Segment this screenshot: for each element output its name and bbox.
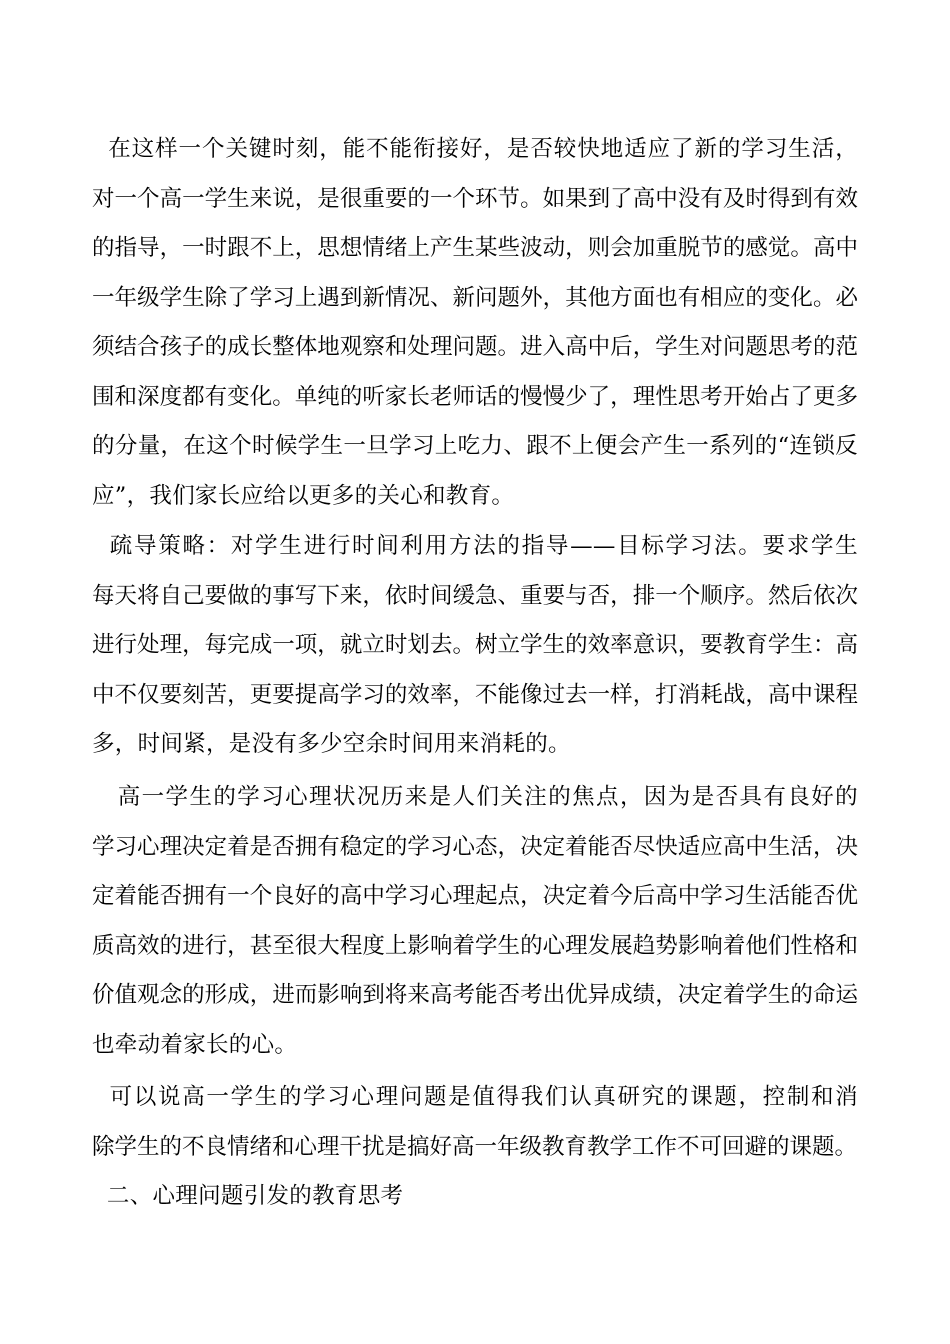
text-line: 除学生的不良情绪和心理干扰是搞好高一年级教育教学工作不可回避的课题。 — [92, 1133, 858, 1160]
text-line: 的指导，一时跟不上，思想情绪上产生某些波动，则会加重脱节的感觉。高中 — [92, 235, 858, 261]
text-line: 在这样一个关键时刻，能不能衔接好，是否较快地适应了新的学习生活， — [92, 136, 858, 162]
text-line: 也牵动着家长的心。 — [92, 1031, 298, 1058]
paragraph-research-topic — [92, 1073, 858, 1172]
text-line: 一年级学生除了学习上遇到新情况、新问题外，其他方面也有相应的变化。必 — [92, 284, 858, 311]
text-line: 二、心理问题引发的教育思考 — [92, 1183, 404, 1209]
text-line: 可以说高一学生的学习心理问题是值得我们认真研究的课题，控制和消 — [92, 1084, 858, 1110]
text-line: 价值观念的形成，进而影响到将来高考能否考出优异成绩，决定着学生的命运 — [92, 982, 858, 1008]
text-line: 围和深度都有变化。单纯的听家长老师话的慢慢少了，理性思考开始占了更多 — [92, 383, 858, 410]
text-line: 应”，我们家长应给以更多的关心和教育。 — [92, 482, 515, 509]
text-line: 的分量，在这个时候学生一旦学习上吃力、跟不上便会产生一系列的“连锁反 — [92, 433, 858, 459]
paragraph-guidance-strategy — [92, 522, 858, 770]
text-line: 学习心理决定着是否拥有稳定的学习心态，决定着能否尽快适应高中生活，决 — [92, 833, 858, 860]
section-heading — [92, 1172, 858, 1222]
text-line: 须结合孩子的成长整体地观察和处理问题。进入高中后，学生对问题思考的范 — [92, 334, 858, 360]
text-line: 多，时间紧，是没有多少空余时间用来消耗的。 — [92, 731, 571, 757]
text-line: 每天将自己要做的事写下来，依时间缓急、重要与否，排一个顺序。然后依次 — [92, 582, 858, 609]
text-line: 定着能否拥有一个良好的高中学习心理起点，决定着今后高中学习生活能否优 — [92, 883, 858, 909]
text-line: 中不仅要刻苦，更要提高学习的效率，不能像过去一样，打消耗战，高中课程 — [92, 681, 858, 708]
paragraph-learning-psychology — [92, 773, 858, 1070]
text-line: 高一学生的学习心理状况历来是人们关注的焦点，因为是否具有良好的 — [92, 784, 858, 810]
text-line: 疏导策略：对学生进行时间利用方法的指导——目标学习法。要求学生 — [92, 533, 858, 559]
text-line: 进行处理，每完成一项，就立时划去。树立学生的效率意识，要教育学生：高 — [92, 632, 858, 658]
paragraph-transition-period — [92, 125, 858, 521]
text-line: 对一个高一学生来说，是很重要的一个环节。如果到了高中没有及时得到有效 — [92, 185, 858, 212]
text-line: 质高效的进行，甚至很大程度上影响着学生的心理发展趋势影响着他们性格和 — [92, 932, 858, 959]
